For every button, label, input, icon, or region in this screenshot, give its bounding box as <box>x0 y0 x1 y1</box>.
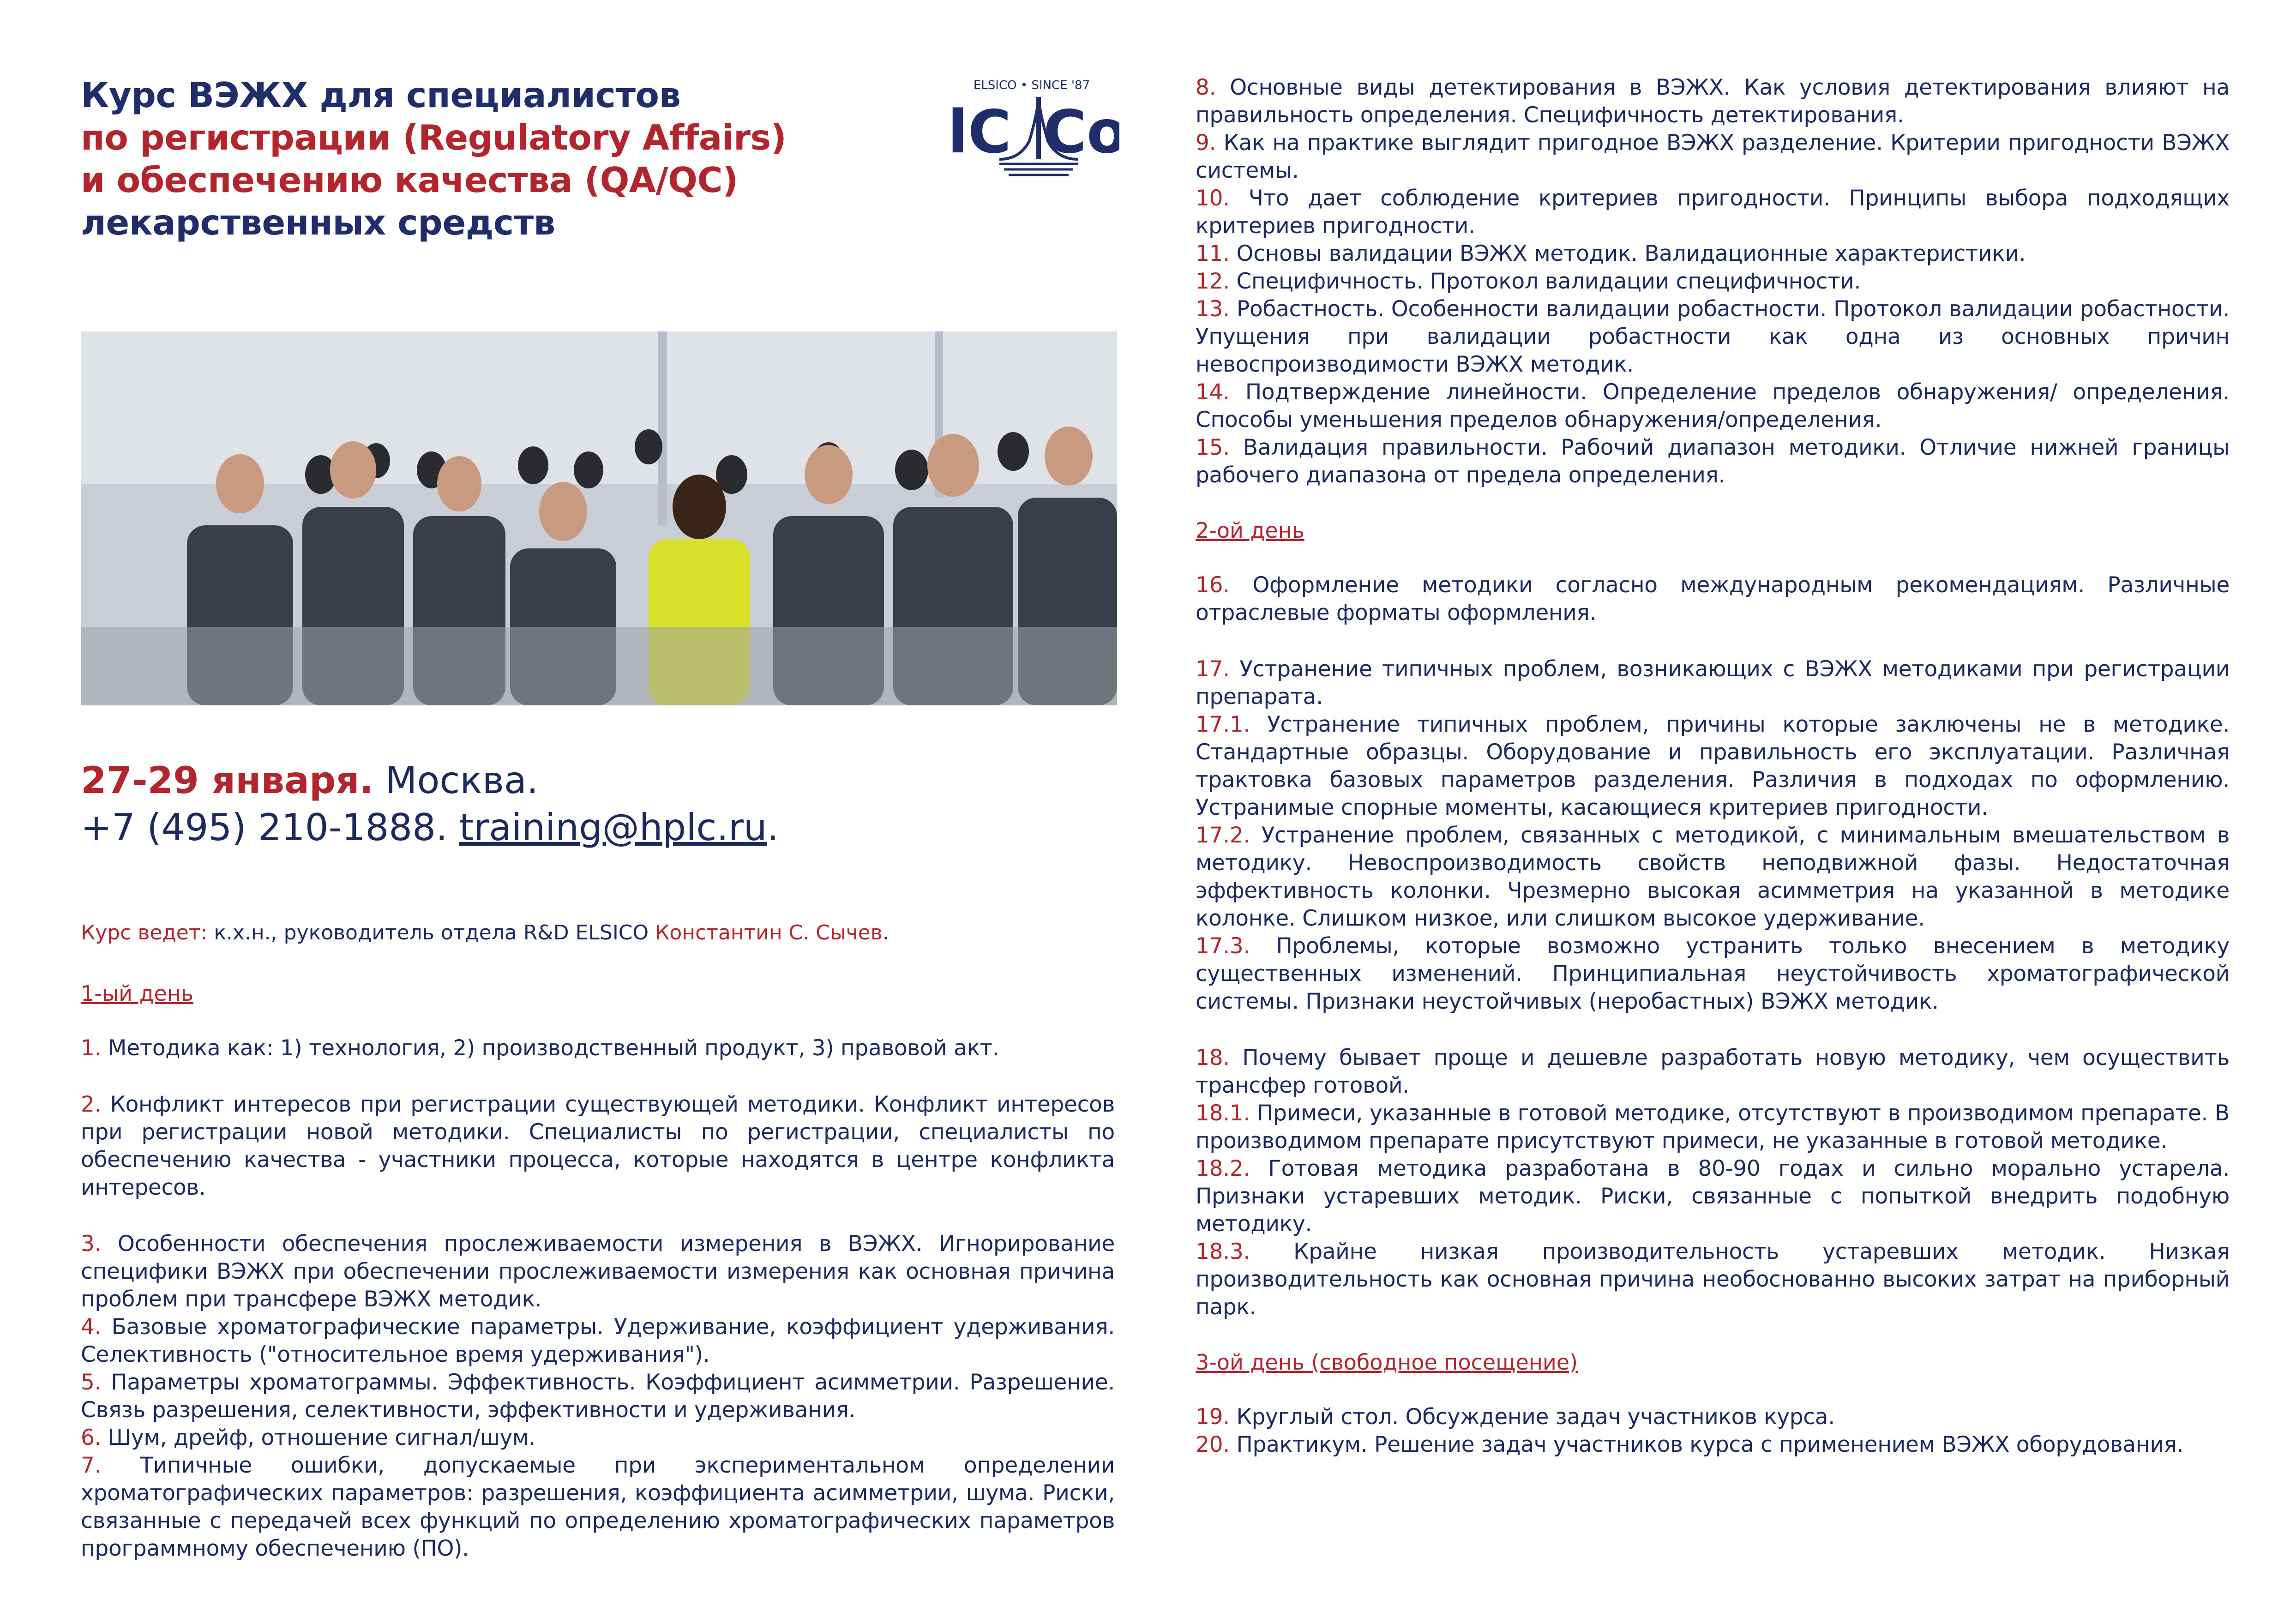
item-7: 7. Типичные ошибки, допускаемые при экспериментальном определении хроматографических параметров: разрешения, коэффициента асимметрии, шума. Риски, связанные с передачей всех функций по определению хроматографических параметров программному обеспечению (ПО). <box>81 1453 1115 1561</box>
item-4: 4. Базовые хроматографические параметры. Удерживание, коэффициент удерживания. Селективность ("относительное время удерживания"). <box>81 1314 1115 1367</box>
item-12: 12. Специфичность. Протокол валидации специфичности. <box>1196 269 1861 294</box>
day-1-heading: 1-ый день <box>81 981 193 1006</box>
item-15: 15. Валидация правильности. Рабочий диапазон методики. Отличие нижней границы рабочего диапазона от предела определения. <box>1196 435 2230 488</box>
item-13: 13. Робастность. Особенности валидации робастности. Протокол валидации робастности. Упущения при валидации робастности как одна из основных причин невоспроизводимости ВЭЖХ методик. <box>1196 296 2230 377</box>
lecturer-name: Константин С. Сычев <box>655 921 883 944</box>
item-1: 1. Методика как: 1) технология, 2) производственный продукт, 3) правовой акт. <box>81 1035 999 1061</box>
item-3: 3. Особенности обеспечения прослеживаемости измерения в ВЭЖХ. Игнорирование специфики ВЭЖХ при обеспечении прослеживаемости измерения как основная причина проблем при трансфере ВЭЖХ методик. <box>81 1231 1115 1312</box>
item-16: 16. Оформление методики согласно международным рекомендациям. Различные отраслевые форматы оформления. <box>1196 572 2230 626</box>
program-right <box>1196 74 2230 1459</box>
svg-text:Co: Co <box>1043 98 1119 167</box>
item-11: 11. Основы валидации ВЭЖХ методик. Валидационные характеристики. <box>1196 241 2026 266</box>
program-left <box>81 981 1115 1563</box>
svg-text:lC: lC <box>948 98 1011 167</box>
title-line-3: и обеспечению качества (QA/QC) <box>81 160 738 200</box>
title-line-2: по регистрации (Regulatory Affairs) <box>81 117 787 158</box>
course-city: Москва. <box>373 759 539 802</box>
lecturer-label: Курс ведет: <box>81 921 214 944</box>
item-14: 14. Подтверждение линейности. Определение пределов обнаружения/ определения. Способы уменьшения пределов обнаружения/определения. <box>1196 379 2230 433</box>
item-2: 2. Конфликт интересов при регистрации существующей методики. Конфликт интересов при регистрации новой методики. Специалисты по регистрации, специалисты по обеспечению качества - участники процесса, которые находятся в центре конфликта интересов. <box>81 1092 1115 1200</box>
item-17-2: 17.2. Устранение проблем, связанных с методикой, с минимальным вмешательством в методику. Невоспроизводимость свойств неподвижной фазы. Недостаточная эффективность колонки. Чрезмерно высокая асимметрия на указанной в методике колонке. Слишком низкое, или слишком высокое удерживание. <box>1196 823 2230 931</box>
email-link[interactable]: training@hplc.ru <box>459 806 767 849</box>
title-line-4: лекарственных средств <box>81 202 555 243</box>
item-10: 10. Что дает соблюдение критериев пригодности. Принципы выбора подходящих критериев пригодности. <box>1196 186 2230 239</box>
item-17-3: 17.3. Проблемы, которые возможно устранить только внесением в методику существенных изменений. Принципиальная неустойчивость хроматографической системы. Признаки неустойчивых (неробастных) ВЭЖХ методик. <box>1196 933 2230 1014</box>
item-8: 8. Основные виды детектирования в ВЭЖХ. Как условия детектирования влияют на правильность определения. Специфичность детектирования. <box>1196 75 2230 128</box>
item-17-1: 17.1. Устранение типичных проблем, причины которые заключены не в методике. Стандартные образцы. Оборудование и правильность его эксплуатации. Различная трактовка базовых параметров разделения. Различия в подходах по оформлению. Устранимые спорные моменты, касающиеся критериев пригодности. <box>1196 712 2230 820</box>
lecturer-line <box>81 921 889 944</box>
lecturer-end: . <box>882 921 889 944</box>
item-9: 9. Как на практике выглядит пригодное ВЭЖХ разделение. Критерии пригодности ВЭЖХ системы. <box>1196 130 2230 183</box>
item-18-2: 18.2. Готовая методика разработана в 80-90 годах и сильно морально устарела. Признаки устаревших методик. Риски, связанные с попыткой внедрить подобную методику. <box>1196 1156 2230 1237</box>
audience-photo <box>81 331 1117 705</box>
day-3-heading: 3-ой день (свободное посещение) <box>1196 1350 1578 1375</box>
item-20: 20. Практикум. Решение задач участников курса с применением ВЭЖХ оборудования. <box>1196 1432 2184 1457</box>
item-19: 19. Круглый стол. Обсуждение задач участников курса. <box>1196 1404 1835 1430</box>
day-2-heading: 2-ой день <box>1196 518 1304 543</box>
phone-number[interactable]: +7 (495) 210-1888. <box>81 806 459 849</box>
contact-block <box>81 757 779 851</box>
item-5: 5. Параметры хроматограммы. Эффективность. Коэффициент асимметрии. Разрешение. Связь разрешения, селективности, эффективности и удерживания. <box>81 1370 1115 1423</box>
item-18-1: 18.1. Примеси, указанные в готовой методике, отсутствуют в производимом препарате. В производимом препарате присутствуют примеси, не указанные в готовой методике. <box>1196 1101 2230 1154</box>
item-18-3: 18.3. Крайне низкая производительность устаревших методик. Низкая производительность как основная причина необоснованно высоких затрат на приборный парк. <box>1196 1239 2230 1320</box>
course-dates: 27-29 января. <box>81 759 373 802</box>
item-17: 17. Устранение типичных проблем, возникающих с ВЭЖХ методиками при регистрации препарата. <box>1196 656 2230 710</box>
lecturer-role: к.х.н., руководитель отдела R&D ELSICO <box>214 921 655 944</box>
logo-tagline: ELSICO • SINCE '87 <box>973 78 1090 92</box>
item-18: 18. Почему бывает проще и дешевле разработать новую методику, чем осуществить трансфер готовой. <box>1196 1045 2230 1098</box>
item-6: 6. Шум, дрейф, отношение сигнал/шум. <box>81 1425 535 1450</box>
email-period: . <box>767 806 779 849</box>
elsico-logo <box>944 72 1119 192</box>
title-line-1: Курс ВЭЖХ для специалистов <box>81 75 681 115</box>
